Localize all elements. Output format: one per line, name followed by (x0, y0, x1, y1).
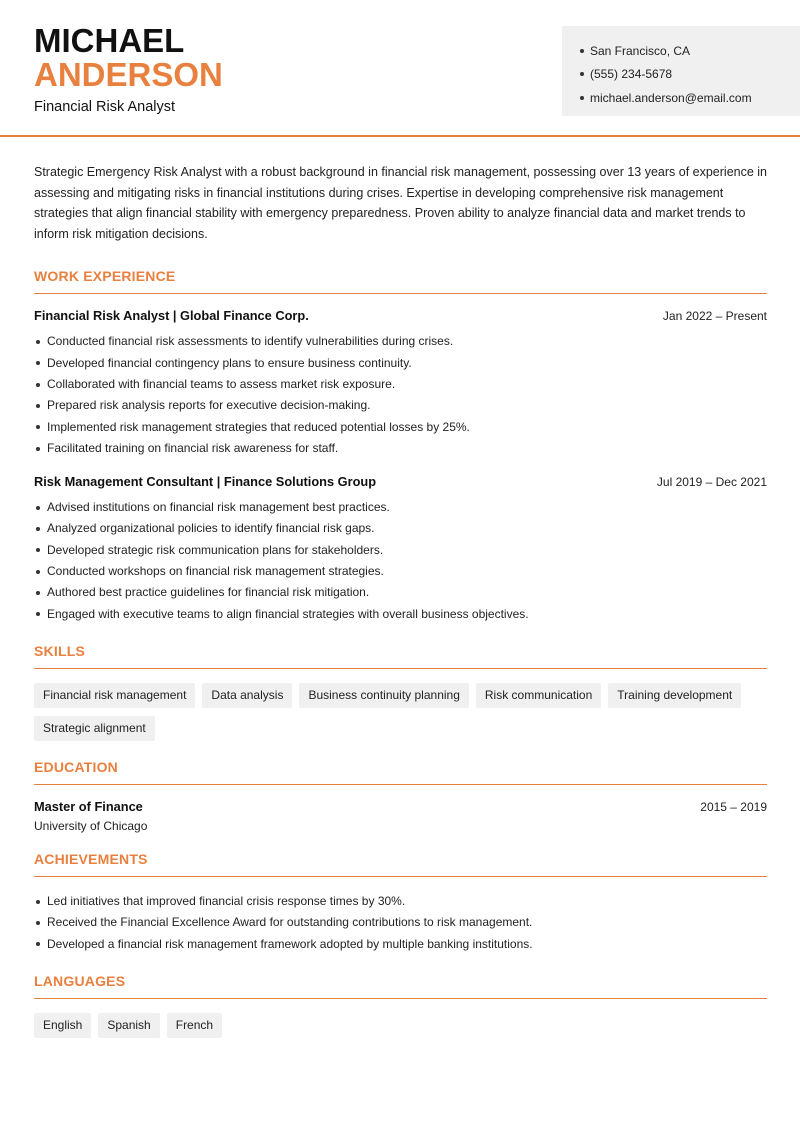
education-section (34, 759, 767, 833)
achievements-section (34, 851, 767, 955)
bullet-icon (36, 361, 40, 365)
bullet-text: Conducted financial risk assessments to identify vulnerabilities during crises. (47, 334, 454, 349)
skills-section (34, 643, 767, 741)
job-dates: Jan 2022 – Present (662, 309, 767, 324)
resume-body (34, 162, 767, 1056)
skills-chips (34, 683, 767, 741)
list-item (34, 395, 767, 416)
language-chip: Spanish (98, 1013, 159, 1038)
last-name: ANDERSON (34, 56, 223, 93)
bullet-icon (36, 404, 40, 408)
school: University of Chicago (34, 818, 148, 833)
list-item (34, 417, 767, 438)
skill-chip: Risk communication (476, 683, 601, 708)
list-item (34, 331, 767, 352)
bullet-icon (36, 527, 40, 531)
list-item (34, 374, 767, 395)
list-item (34, 561, 767, 582)
skill-chip: Data analysis (202, 683, 292, 708)
bullet-text: Developed a financial risk management framework adopted by multiple banking institutions. (47, 936, 533, 951)
bullet-text: Authored best practice guidelines for financial risk mitigation. (47, 585, 370, 600)
bullet-icon (36, 506, 40, 510)
bullet-text: Received the Financial Excellence Award for outstanding contributions to risk management. (47, 915, 533, 930)
bullet-text: Collaborated with financial teams to assess market risk exposure. (47, 376, 396, 391)
section-title: WORK EXPERIENCE (34, 268, 767, 294)
job-bullets (34, 331, 767, 459)
bullet-text: Prepared risk analysis reports for executive decision-making. (47, 398, 371, 413)
section-title: ACHIEVEMENTS (34, 851, 767, 877)
bullet-text: Implemented risk management strategies that reduced potential losses by 25%. (47, 419, 470, 434)
bullet-text: Led initiatives that improved financial crisis response times by 30%. (47, 893, 406, 908)
achievement-list (34, 891, 767, 955)
job-role: Risk Management Consultant | Finance Solutions Group (34, 474, 377, 490)
bullet-text: Engaged with executive teams to align financial strategies with overall business objectives. (47, 606, 529, 621)
bullet-icon (580, 96, 584, 100)
email-text: michael.anderson@email.com (590, 90, 752, 105)
job-header (34, 308, 767, 323)
job-bullets (34, 497, 767, 625)
skill-chip: Strategic alignment (34, 716, 155, 741)
section-title: LANGUAGES (34, 973, 767, 999)
languages-section (34, 973, 767, 1038)
language-chip: French (167, 1013, 222, 1038)
bullet-text: Facilitated training on financial risk awareness for staff. (47, 440, 339, 455)
bullet-icon (36, 340, 40, 344)
bullet-icon (580, 49, 584, 53)
job-header (34, 474, 767, 489)
bullet-icon (36, 425, 40, 429)
bullet-text: Advised institutions on financial risk management best practices. (47, 500, 390, 515)
job-entry (34, 474, 767, 625)
bullet-icon (36, 447, 40, 451)
language-chip: English (34, 1013, 91, 1038)
job-dates: Jul 2019 – Dec 2021 (656, 475, 767, 490)
list-item (34, 353, 767, 374)
contact-location (580, 39, 800, 63)
resume-header (0, 0, 800, 137)
bullet-icon (36, 612, 40, 616)
phone-text: (555) 234-5678 (590, 67, 673, 82)
list-item (34, 518, 767, 539)
list-item (34, 438, 767, 459)
education-dates: 2015 – 2019 (700, 799, 767, 814)
bullet-text: Conducted workshops on financial risk management strategies. (47, 564, 384, 579)
contact-email (580, 86, 800, 110)
job-entry (34, 308, 767, 459)
degree: Master of Finance (34, 798, 143, 814)
skill-chip: Training development (608, 683, 741, 708)
contact-box (562, 26, 800, 116)
contact-phone (580, 63, 800, 87)
bullet-text: Analyzed organizational policies to identify financial risk gaps. (47, 521, 375, 536)
list-item (34, 934, 767, 955)
language-chips (34, 1013, 767, 1038)
first-name: MICHAEL (34, 22, 185, 59)
bullet-icon (36, 900, 40, 904)
education-header (34, 799, 767, 814)
job-title: Financial Risk Analyst (34, 99, 176, 115)
skill-chip: Business continuity planning (299, 683, 468, 708)
bullet-icon (36, 921, 40, 925)
work-experience-section (34, 268, 767, 625)
skill-chip: Financial risk management (34, 683, 195, 708)
section-title: SKILLS (34, 643, 767, 669)
list-item (34, 604, 767, 625)
list-item (34, 540, 767, 561)
list-item (34, 912, 767, 933)
list-item (34, 582, 767, 603)
location-text: San Francisco, CA (590, 43, 691, 58)
list-item (34, 497, 767, 518)
bullet-icon (36, 548, 40, 552)
summary: Strategic Emergency Risk Analyst with a robust background in financial risk management, possessing over 13 years of experience in assessing and mitigating risks in financial institutions during crises. Expertise in developing comprehensive risk management strategies that align financial stability with emergency preparedness. Proven ability to analyze financial data and market trends to inform risk mitigation decisions. (34, 165, 768, 241)
bullet-icon (36, 942, 40, 946)
job-role: Financial Risk Analyst | Global Finance Corp. (34, 308, 309, 324)
bullet-icon (580, 72, 584, 76)
bullet-icon (36, 383, 40, 387)
bullet-text: Developed financial contingency plans to ensure business continuity. (47, 355, 412, 370)
list-item (34, 891, 767, 912)
bullet-icon (36, 570, 40, 574)
bullet-text: Developed strategic risk communication plans for stakeholders. (47, 542, 384, 557)
bullet-icon (36, 591, 40, 595)
section-title: EDUCATION (34, 759, 767, 785)
